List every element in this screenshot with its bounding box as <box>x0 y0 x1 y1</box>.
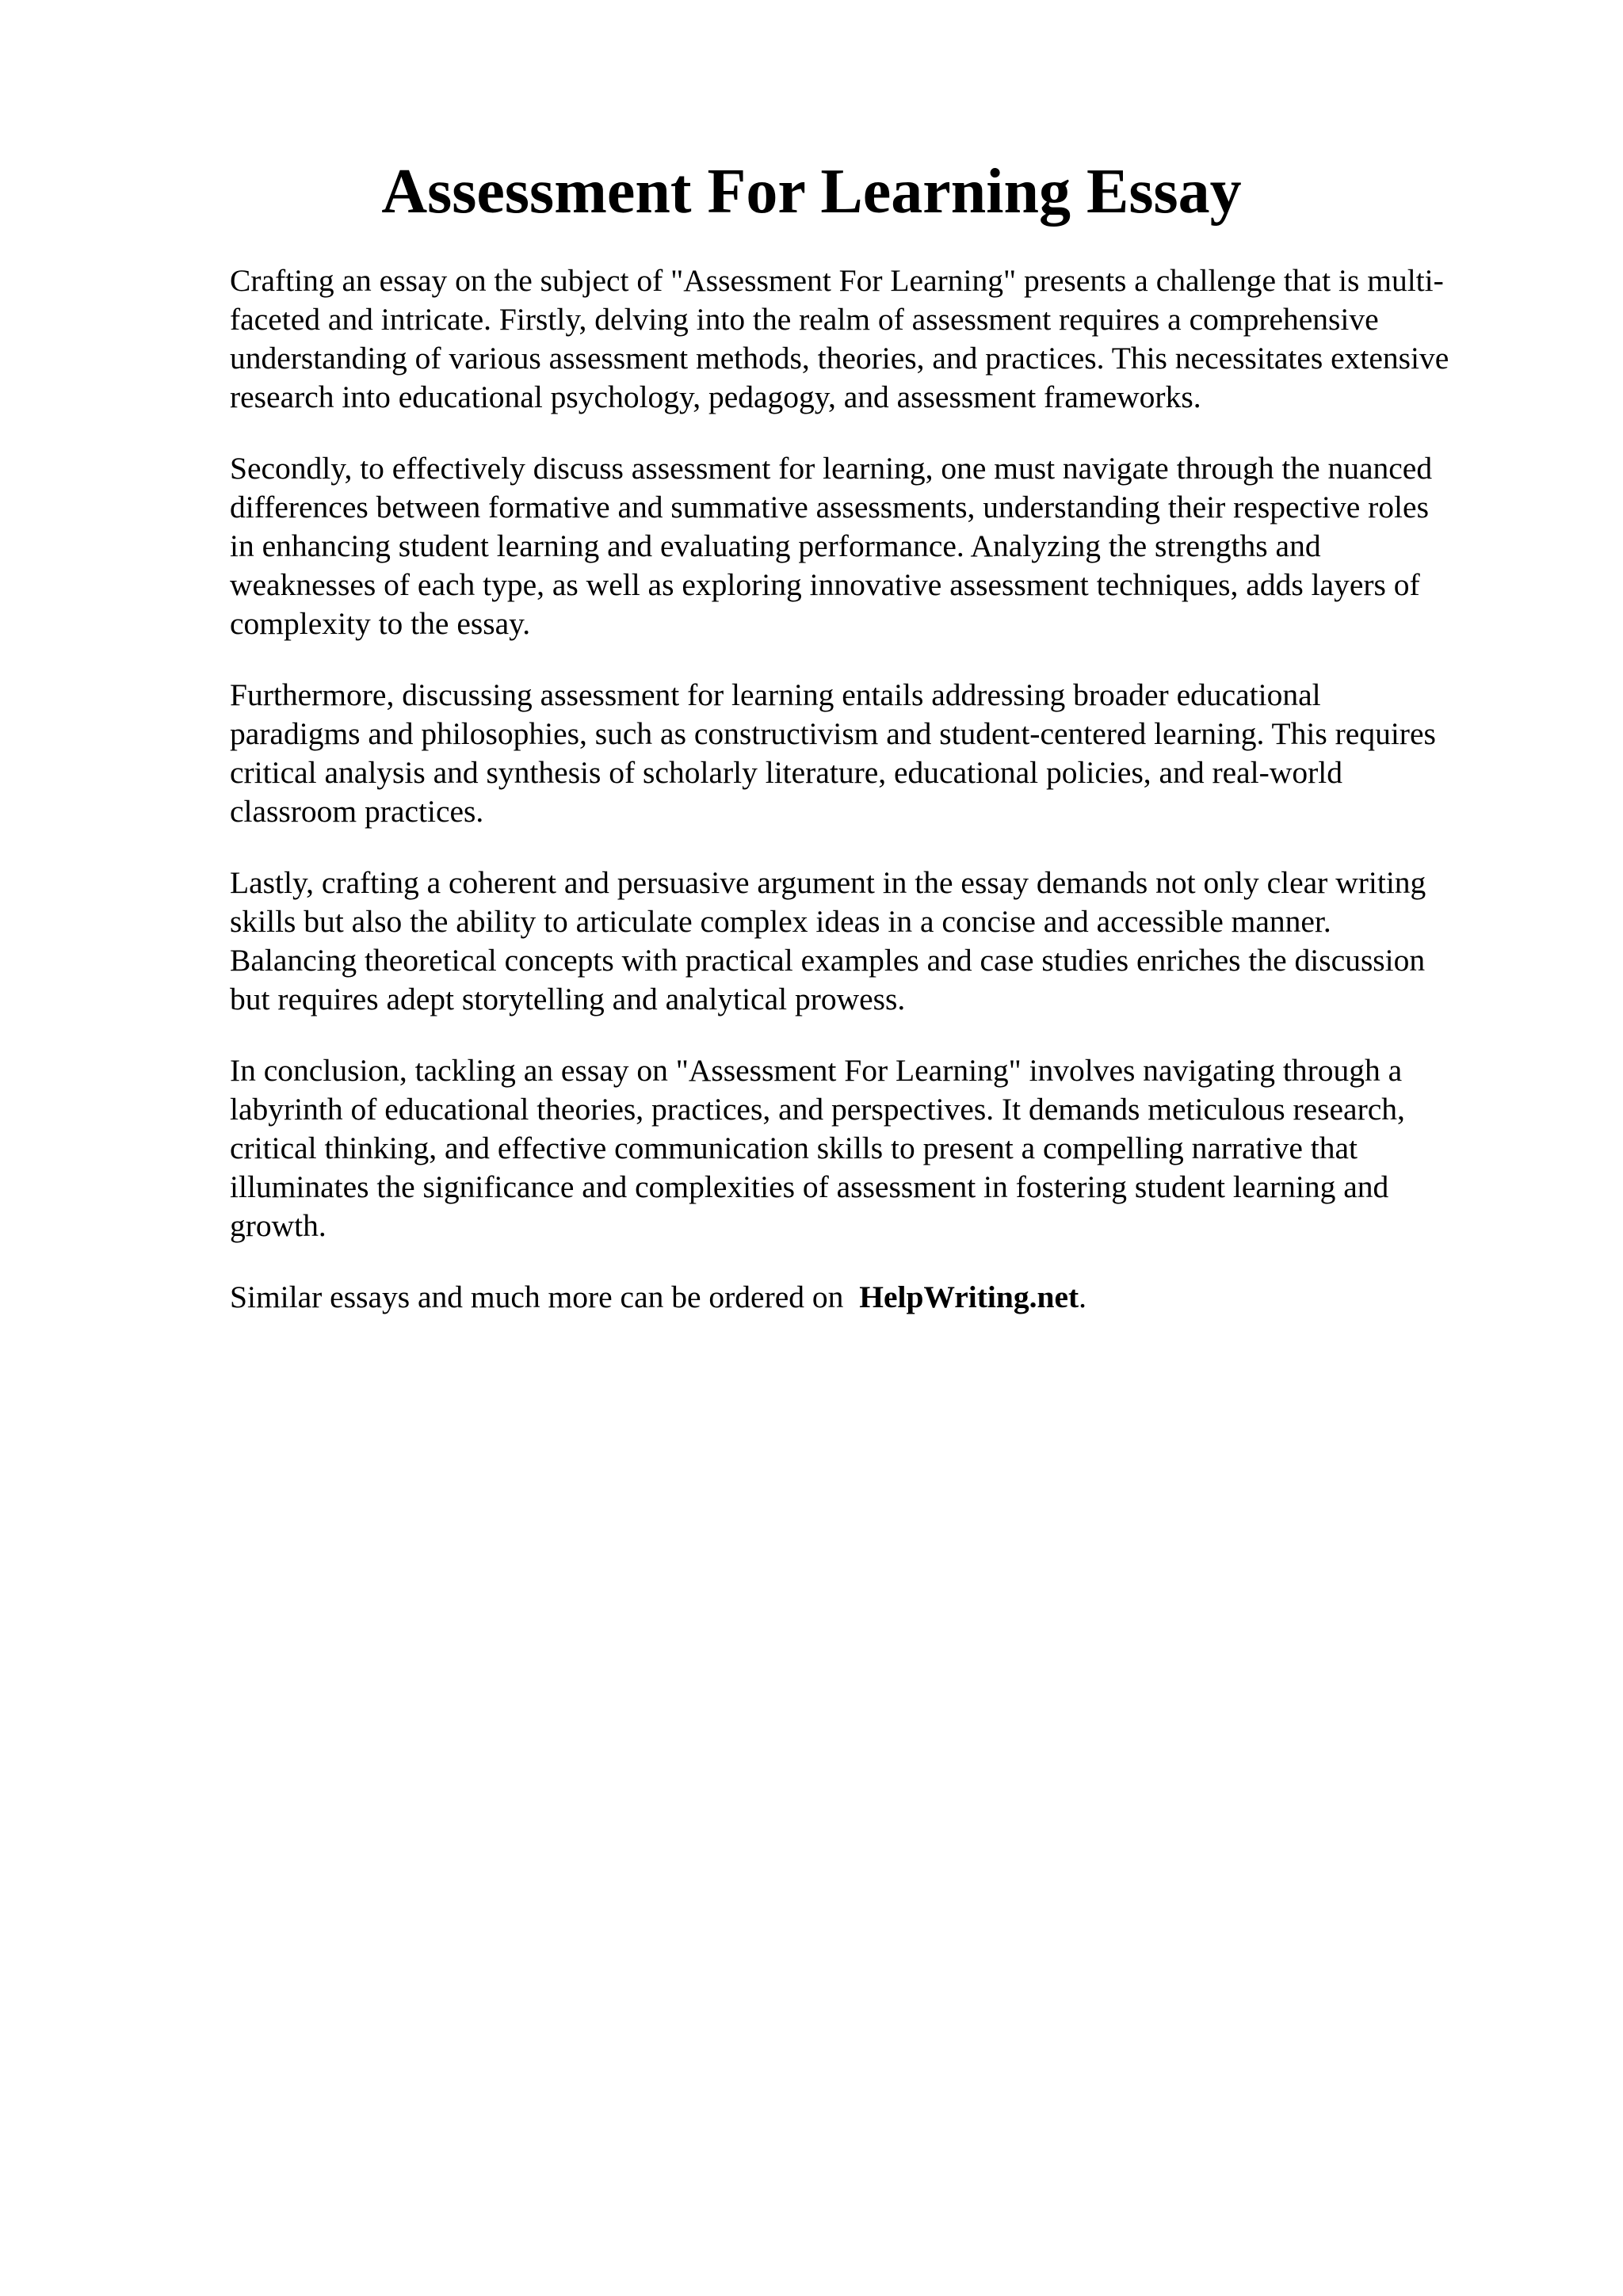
paragraph-1: Crafting an essay on the subject of "Assessment For Learning" presents a challenge that is multi- faceted and intricate. Firstly, delving into the realm of assessment requires a comprehensive understanding of various assessment methods, theories, and practices. This necessitates extensive research into educational psychology, pedagogy, and assessment frameworks. <box>230 263 1449 414</box>
paragraph-2: Secondly, to effectively discuss assessment for learning, one must navigate through the nuanced differences between formative and summative assessments, understanding their respective roles in enhancing student learning and evaluating performance. Analyzing the strengths and weaknesses of each type, as well as exploring innovative assessment techniques, adds layers of complexity to the essay. <box>230 451 1433 641</box>
helpwriting-link[interactable]: HelpWriting.net <box>859 1280 1079 1314</box>
paragraph-5: In conclusion, tackling an essay on "Assessment For Learning" involves navigating through a labyrinth of educational theories, practices, and perspectives. It demands meticulous research, critical thinking, and effective communication skills to present a compelling narrative that illuminates the significance and complexities of assessment in fostering student learning and growth. <box>230 1053 1405 1243</box>
footer-prefix: Similar essays and much more can be ordered on <box>230 1280 852 1314</box>
page-title: Assessment For Learning Essay <box>381 157 1242 227</box>
footer-line <box>230 1278 1514 1317</box>
footer-suffix: . <box>1079 1280 1087 1314</box>
essay-body <box>230 261 1514 1317</box>
paragraph-4: Lastly, crafting a coherent and persuasive argument in the essay demands not only clear writing skills but also the ability to articulate complex ideas in a concise and accessible manner. Balancing theoretical concepts with practical examples and case studies enriches the discussion but requires adept storytelling and analytical prowess. <box>230 865 1426 1016</box>
paragraph-3: Furthermore, discussing assessment for learning entails addressing broader educational paradigms and philosophies, such as constructivism and student-centered learning. This requires critical analysis and synthesis of scholarly literature, educational policies, and real-world classroom practices. <box>230 677 1436 829</box>
